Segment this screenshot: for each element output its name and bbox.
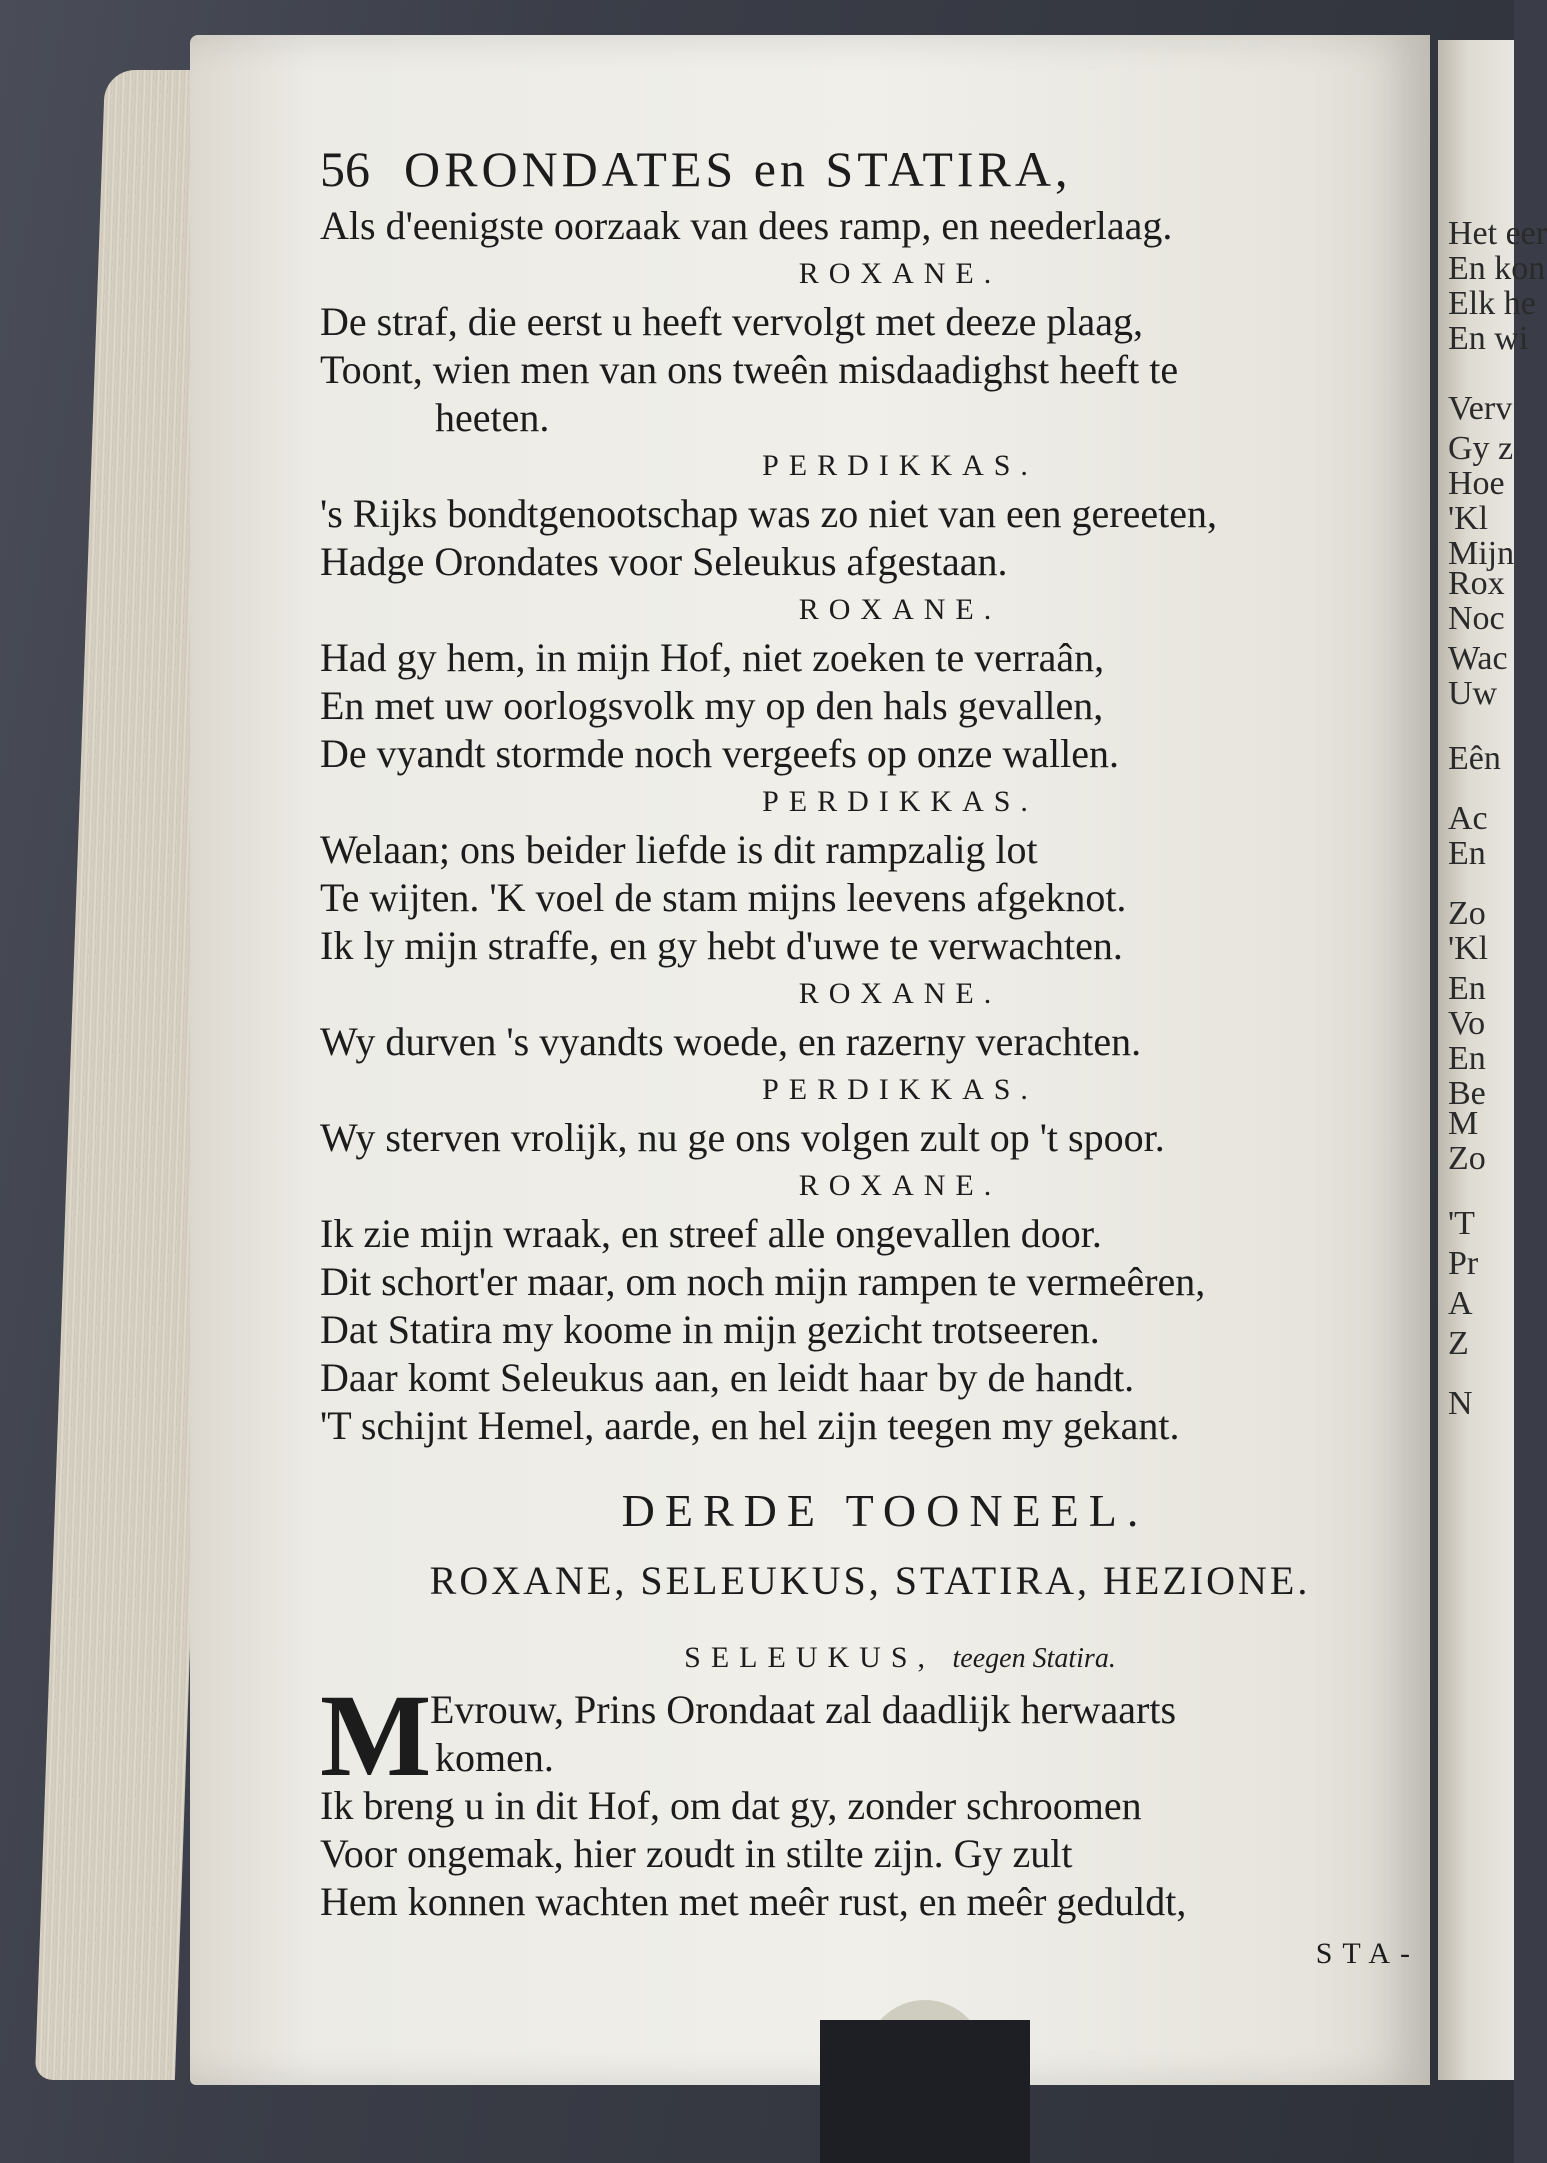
speaker-heading: PERDIKKAS. xyxy=(762,1073,1038,1106)
verse-line: Daar komt Seleukus aan, en leidt haar by de handt. xyxy=(320,1355,1135,1400)
running-title: ORONDATES en STATIRA, xyxy=(404,141,1072,197)
facing-page-fragment: Hoe xyxy=(1448,465,1505,502)
verse-line: Wy durven 's vyandts woede, en razerny verachten. xyxy=(320,1019,1142,1064)
thumb xyxy=(820,2020,1030,2163)
verse-line: Ik ly mijn straffe, en gy hebt d'uwe te verwachten. xyxy=(320,923,1123,968)
verse-line: Had gy hem, in mijn Hof, niet zoeken te verraân, xyxy=(320,635,1105,680)
scene-title: DERDE TOONEEL. xyxy=(621,1485,1149,1536)
facing-page-fragment: 'Kl xyxy=(1448,500,1489,537)
speaker-heading: ROXANE. xyxy=(798,977,1002,1010)
speaker-heading: PERDIKKAS. xyxy=(762,449,1038,482)
facing-page-fragment: En wi xyxy=(1448,320,1529,357)
scene-cast: ROXANE, SELEUKUS, STATIRA, HEZIONE. xyxy=(429,1558,1311,1603)
facing-page-fragment: Elk he xyxy=(1448,285,1536,322)
facing-page-fragment: En kon xyxy=(1448,250,1546,287)
verse-line: 'T schijnt Hemel, aarde, en hel zijn teegen my gekant. xyxy=(320,1403,1180,1448)
verse-line: Ik zie mijn wraak, en streef alle ongevallen door. xyxy=(320,1211,1102,1256)
facing-page-fragment: Uw xyxy=(1448,675,1498,712)
facing-page-fragment: Zo xyxy=(1448,895,1486,932)
facing-page-fragment: Noc xyxy=(1448,600,1505,637)
facing-page-fragment: Wac xyxy=(1448,640,1508,677)
verse-line: Als d'eenigste oorzaak van dees ramp, en neederlaag. xyxy=(320,203,1173,248)
facing-page-fragment: A xyxy=(1448,1285,1473,1322)
facing-page-fragment: Rox xyxy=(1448,565,1505,602)
facing-page-fragment: Vo xyxy=(1448,1005,1486,1042)
speaker-heading xyxy=(320,1630,1420,1686)
facing-page-fragment: En xyxy=(1448,835,1486,872)
scene-verse-block xyxy=(320,1734,1420,1926)
drop-cap: M xyxy=(320,1670,432,1801)
verse-line: Te wijten. 'K voel de stam mijns leevens afgeknot. xyxy=(320,875,1127,920)
facing-page xyxy=(1438,40,1547,2080)
facing-page-fragment: Gy z xyxy=(1448,430,1514,467)
page-number: 56 xyxy=(320,141,370,197)
verse-line: Hadge Orondates voor Seleukus afgestaan. xyxy=(320,539,1008,584)
speaker-heading: ROXANE. xyxy=(798,1169,1002,1202)
verse-line: De straf, die eerst u heeft vervolgt met deeze plaag, xyxy=(320,299,1143,344)
facing-page-fragment: Mijn xyxy=(1448,535,1515,572)
page-text xyxy=(320,140,1420,1978)
speaker-name: SELEUKUS, xyxy=(684,1641,936,1674)
facing-page-fragment: Verv xyxy=(1448,390,1513,427)
facing-page-fragment: Zo xyxy=(1448,1140,1486,1177)
verse-line: De vyandt stormde noch vergeefs op onze wallen. xyxy=(320,731,1120,776)
facing-page-fragment: Z xyxy=(1448,1325,1469,1362)
verse-line: Wy sterven vrolijk, nu ge ons volgen zult op 't spoor. xyxy=(320,1115,1165,1160)
verse-line: Ik breng u in dit Hof, om dat gy, zonder schroomen xyxy=(320,1783,1142,1828)
verse-line: Voor ongemak, hier zoudt in stilte zijn. Gy zult xyxy=(320,1831,1073,1876)
catchword: STA- xyxy=(1315,1937,1420,1970)
running-head xyxy=(320,140,1420,202)
facing-page-fragment: Ac xyxy=(1448,800,1488,837)
verse-block xyxy=(320,202,1420,1450)
speaker-heading: PERDIKKAS. xyxy=(762,785,1038,818)
verse-line: En met uw oorlogsvolk my op den hals gevallen, xyxy=(320,683,1104,728)
speaker-heading: ROXANE. xyxy=(798,257,1002,290)
facing-page-fragment: Eên xyxy=(1448,740,1501,777)
facing-page-fragment: Be xyxy=(1448,1075,1486,1112)
verse-line: komen. xyxy=(435,1735,554,1780)
facing-page-fragment: Pr xyxy=(1448,1245,1479,1282)
verse-line-text: Evrouw, Prins Orondaat zal daadlijk herwaarts xyxy=(430,1687,1177,1732)
verse-line: 's Rijks bondtgenootschap was zo niet van een gereeten, xyxy=(320,491,1217,536)
verse-line: Hem konnen wachten met meêr rust, en meêr geduldt, xyxy=(320,1879,1187,1924)
verse-line: Dat Statira my koome in mijn gezicht trotseeren. xyxy=(320,1307,1100,1352)
facing-page-fragment: 'T xyxy=(1448,1205,1475,1242)
facing-page-fragment: Het eer xyxy=(1448,215,1547,252)
verse-line: Dit schort'er maar, om noch mijn rampen te vermeêren, xyxy=(320,1259,1206,1304)
facing-page-fragment: En xyxy=(1448,1040,1486,1077)
stage-direction: teegen Statira. xyxy=(952,1643,1116,1674)
speaker-heading: ROXANE. xyxy=(798,593,1002,626)
facing-page-fragment: M xyxy=(1448,1105,1479,1142)
verse-line: Welaan; ons beider liefde is dit rampzalig lot xyxy=(320,827,1038,872)
verse-line: heeten. xyxy=(435,395,550,440)
facing-page-fragment: 'Kl xyxy=(1448,930,1489,967)
facing-page-fragment: En xyxy=(1448,970,1486,1007)
verse-line: Toont, wien men van ons tweên misdaadighst heeft te xyxy=(320,347,1179,392)
facing-page-fragment: N xyxy=(1448,1385,1473,1422)
